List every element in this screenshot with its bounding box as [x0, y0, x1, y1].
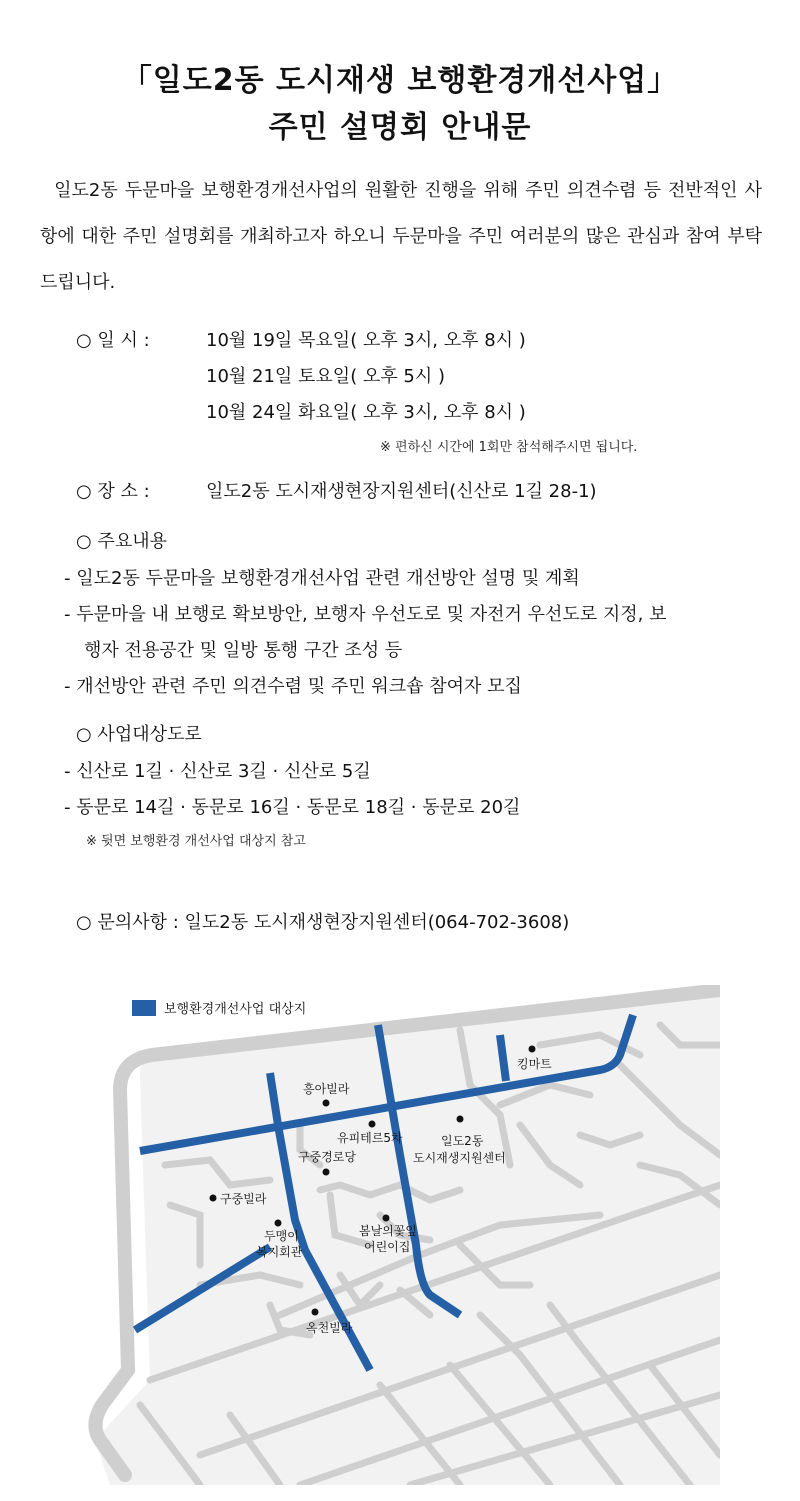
contact-info: ○ 문의사항 : 일도2동 도시재생현장지원센터(064-702-3608)	[76, 912, 570, 933]
schedule-label: ○ 일 시 :	[76, 330, 150, 351]
place-label-gujung-center: 구중경로당	[298, 1150, 356, 1164]
place-label-ildo: 일도2동	[441, 1134, 484, 1148]
marker-jupiter	[369, 1121, 376, 1128]
schedule-date-3: 10월 24일 화요일( 오후 3시, 오후 8시 )	[206, 402, 526, 423]
marker-gujung-center	[323, 1169, 330, 1176]
roads-item-1: - 신산로 1길 · 신산로 3길 · 신산로 5길	[64, 761, 371, 782]
contents-item-1: - 일도2동 두문마을 보행환경개선사업 관련 개선방안 설명 및 계획	[64, 568, 580, 589]
marker-bomnal	[383, 1215, 390, 1222]
marker-okcheon-villa	[312, 1309, 319, 1316]
place-label-kindergarten: 어린이집	[364, 1240, 411, 1254]
place-label-king-mart: 킹마트	[517, 1057, 552, 1071]
intro-paragraph	[40, 168, 762, 306]
place-label-gujung-villa: 구중빌라	[220, 1192, 267, 1206]
intro-text: 일도2동 두문마을 보행환경개선사업의 원활한 진행을 위해 주민 의견수렴 등 전반적인 사항에 대한 주민 설명회를 개최하고자 하오니 두문마을 주민 여러분의 많은 관심과 참여 부탁드립니다.	[40, 180, 762, 293]
place-label: ○ 장 소 :	[76, 481, 150, 502]
contents-heading: ○ 주요내용	[76, 531, 167, 552]
roads-item-2: - 동문로 14길 · 동문로 16길 · 동문로 18길 · 동문로 20길	[64, 797, 521, 818]
schedule-note: ※ 편하신 시간에 1회만 참석해주시면 됩니다.	[380, 440, 638, 455]
place-label-dumaeng: 두맹이	[264, 1229, 299, 1243]
marker-king-mart	[529, 1046, 536, 1053]
contents-item-3: - 개선방안 관련 주민 의견수렴 및 주민 워크숍 참여자 모집	[64, 676, 522, 697]
place-label-bomnal: 봄날의꽃잎	[359, 1224, 417, 1238]
place-label-regen-center: 도시재생지원센터	[413, 1151, 506, 1165]
place-value: 일도2동 도시재생현장지원센터(신산로 1길 28-1)	[206, 481, 597, 502]
document-title-line1: 「일도2동 도시재생 보행환경개선사업」	[121, 63, 679, 98]
roads-note: ※ 뒷면 보행환경 개선사업 대상지 참고	[86, 834, 306, 849]
place-label-heunga-villa: 흥아빌라	[303, 1082, 350, 1096]
legend-swatch	[132, 1000, 156, 1016]
marker-ildo-center	[457, 1116, 464, 1123]
schedule-date-2: 10월 21일 토요일( 오후 5시 )	[206, 366, 446, 387]
place-label-welfare-hall: 복지회관	[256, 1245, 303, 1259]
marker-dumaeng-hall	[275, 1220, 282, 1227]
project-area-map	[80, 985, 720, 1485]
place-label-okcheon-villa: 옥천빌라	[306, 1321, 353, 1335]
roads-heading: ○ 사업대상도로	[76, 724, 202, 745]
marker-gujung-villa	[210, 1195, 217, 1202]
legend-label: 보행환경개선사업 대상지	[164, 1002, 307, 1017]
document-title-line2: 주민 설명회 안내문	[268, 110, 532, 145]
contents-item-2-cont: 행자 전용공간 및 일방 통행 구간 조성 등	[84, 640, 403, 661]
schedule-date-1: 10월 19일 목요일( 오후 3시, 오후 8시 )	[206, 330, 526, 351]
contents-item-2: - 두문마을 내 보행로 확보방안, 보행자 우선도로 및 자전거 우선도로 지정, 보	[64, 604, 667, 625]
place-label-jupiter: 유피테르5차	[337, 1131, 403, 1145]
marker-heunga-villa	[323, 1100, 330, 1107]
